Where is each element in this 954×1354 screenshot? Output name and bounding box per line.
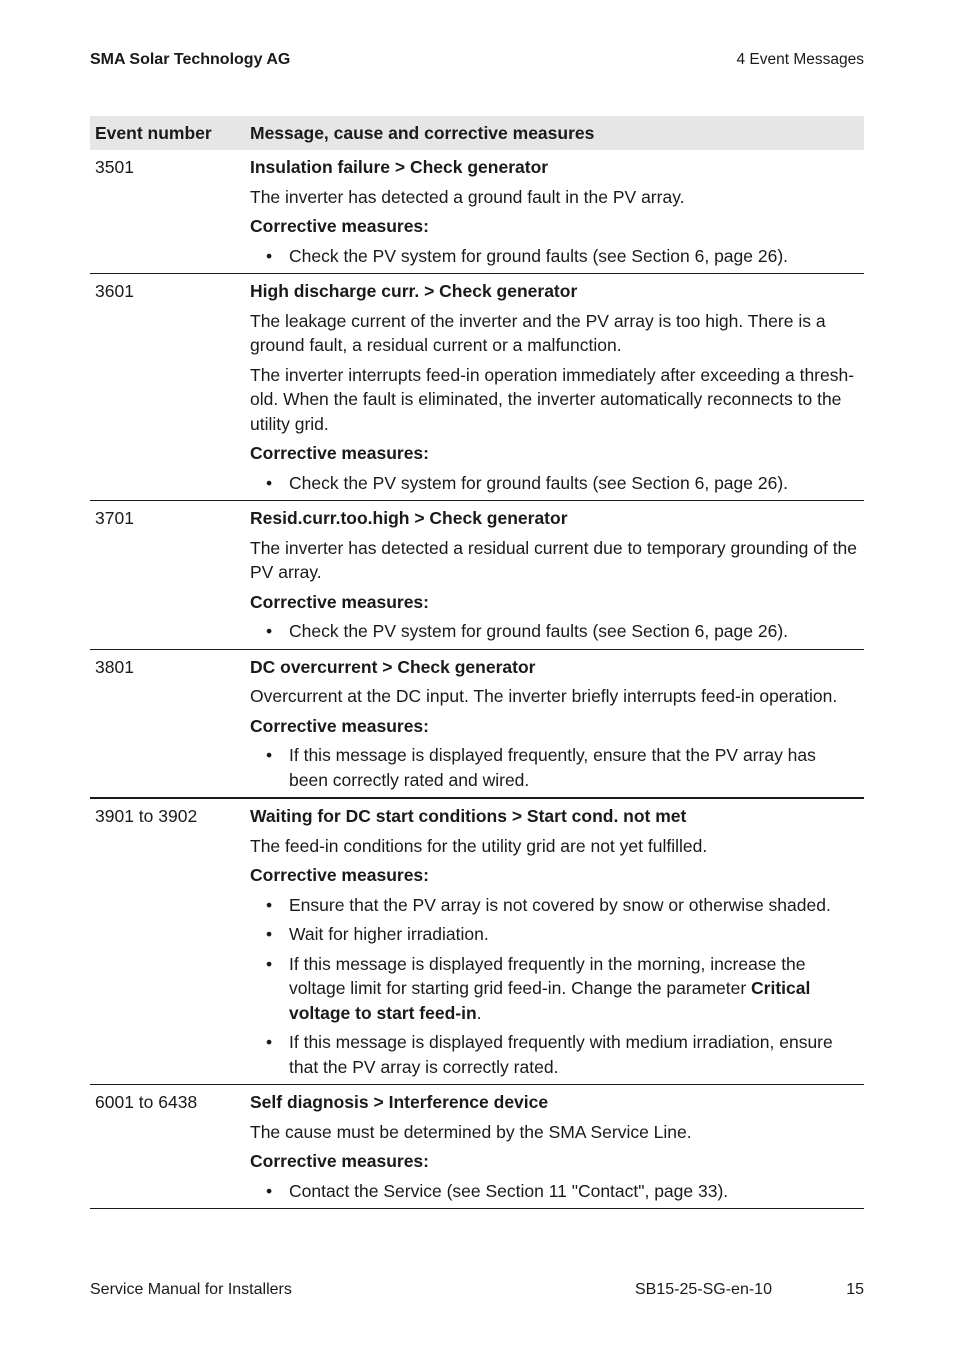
- cause-paragraph: The feed-in conditions for the utility grid are not yet fulfilled.: [250, 835, 708, 856]
- corrective-measures-label: Corrective measures:: [250, 443, 429, 463]
- message-cell: [245, 150, 864, 274]
- measure-item: [250, 893, 859, 918]
- measures-list: [250, 471, 859, 496]
- cause-paragraph: The leakage current of the inverter and the PV array is too high. There is a ground fault, a residual current or a malfunction.: [250, 310, 826, 355]
- message-cell: [245, 798, 864, 1085]
- measure-item: [250, 743, 859, 792]
- measure-text: .: [476, 1002, 482, 1023]
- measure-text: Ensure that the PV array is not covered by snow or otherwise shaded.: [289, 894, 831, 915]
- page-number: 15: [846, 1281, 864, 1298]
- table-body: [90, 150, 864, 1209]
- measure-text: If this message is displayed frequently, ensure that the PV array has been correctly rated and wired.: [289, 745, 816, 790]
- event-number: 3501: [90, 150, 245, 274]
- table-header-row: [90, 116, 864, 150]
- cause-paragraph: The inverter has detected a residual current due to temporary grounding of the PV array.: [250, 537, 858, 582]
- cause-paragraph: The cause must be determined by the SMA Service Line.: [250, 1121, 692, 1142]
- measure-item: [250, 922, 859, 947]
- measures-list: [250, 743, 859, 792]
- measure-text: Check the PV system for ground faults (see Section 6, page 26).: [289, 472, 789, 493]
- document-code: SB15-25-SG-en-10: [635, 1281, 772, 1298]
- measure-text: If this message is displayed frequently in the morning, increase the voltage limit for starting grid feed-in. Change the parameter: [289, 953, 806, 998]
- table-row: [90, 798, 864, 1085]
- corrective-measures-label: Corrective measures:: [250, 715, 429, 736]
- column-header-message: Message, cause and corrective measures: [245, 116, 864, 150]
- corrective-measures-label: Corrective measures:: [250, 216, 429, 236]
- message-title: Self diagnosis > Interference device: [250, 1092, 549, 1112]
- manual-title: Service Manual for Installers: [90, 1281, 292, 1298]
- event-number: 6001 to 6438: [90, 1085, 245, 1209]
- corrective-measures-label: Corrective measures:: [250, 591, 429, 612]
- message-title: High discharge curr. > Check generator: [250, 281, 578, 301]
- table-row: [90, 501, 864, 650]
- measure-text: If this message is displayed frequently with medium irradiation, ensure that the PV array is correctly rated.: [289, 1032, 833, 1077]
- event-number: 3801: [90, 649, 245, 798]
- table-row: [90, 150, 864, 274]
- message-cell: [245, 649, 864, 798]
- measure-text: Check the PV system for ground faults (see Section 6, page 26).: [289, 245, 789, 266]
- column-header-event-number: Event number: [90, 116, 245, 150]
- event-number: 3601: [90, 274, 245, 501]
- corrective-measures-label: Corrective measures:: [250, 1151, 429, 1171]
- page-header: [90, 51, 864, 69]
- section-title: 4 Event Messages: [736, 51, 864, 68]
- cause-paragraph: The inverter has detected a ground fault in the PV array.: [250, 186, 685, 207]
- measure-item: [250, 471, 859, 496]
- measures-list: [250, 619, 859, 644]
- table-row: [90, 649, 864, 798]
- measure-text: Wait for higher irradiation.: [289, 924, 489, 944]
- measure-text: Check the PV system for ground faults (see Section 6, page 26).: [289, 621, 789, 641]
- message-cell: [245, 1085, 864, 1209]
- message-cell: [245, 501, 864, 650]
- table-row: [90, 1085, 864, 1209]
- measures-list: [250, 893, 859, 1080]
- measures-list: [250, 1179, 859, 1204]
- message-title: Resid.curr.too.high > Check generator: [250, 508, 568, 528]
- message-title: DC overcurrent > Check generator: [250, 656, 536, 677]
- measure-item: [250, 952, 859, 1026]
- measure-item: [250, 1030, 859, 1079]
- event-number: 3901 to 3902: [90, 798, 245, 1085]
- message-cell: [245, 274, 864, 501]
- message-title: Insulation failure > Check generator: [250, 157, 549, 177]
- measures-list: [250, 244, 859, 269]
- cause-paragraph: The inverter interrupts feed-in operation immediately after exceeding a thresh-old. When the fault is eliminated, the inverter automatically reconnects to the utility grid.: [250, 364, 855, 434]
- measure-text: Contact the Service (see Section 11 "Contact", page 33).: [289, 1180, 729, 1201]
- measure-item: [250, 1179, 859, 1204]
- measure-item: [250, 244, 859, 269]
- cause-paragraph: Overcurrent at the DC input. The inverter briefly interrupts feed-in operation.: [250, 686, 838, 706]
- table-row: [90, 274, 864, 501]
- measure-item: [250, 619, 859, 644]
- parameter-name: Critical voltage to start feed-in: [289, 978, 811, 1023]
- company-name: SMA Solar Technology AG: [90, 51, 291, 68]
- event-number: 3701: [90, 501, 245, 650]
- corrective-measures-label: Corrective measures:: [250, 865, 429, 885]
- event-messages-table: [90, 116, 864, 1209]
- message-title: Waiting for DC start conditions > Start cond. not met: [250, 806, 687, 826]
